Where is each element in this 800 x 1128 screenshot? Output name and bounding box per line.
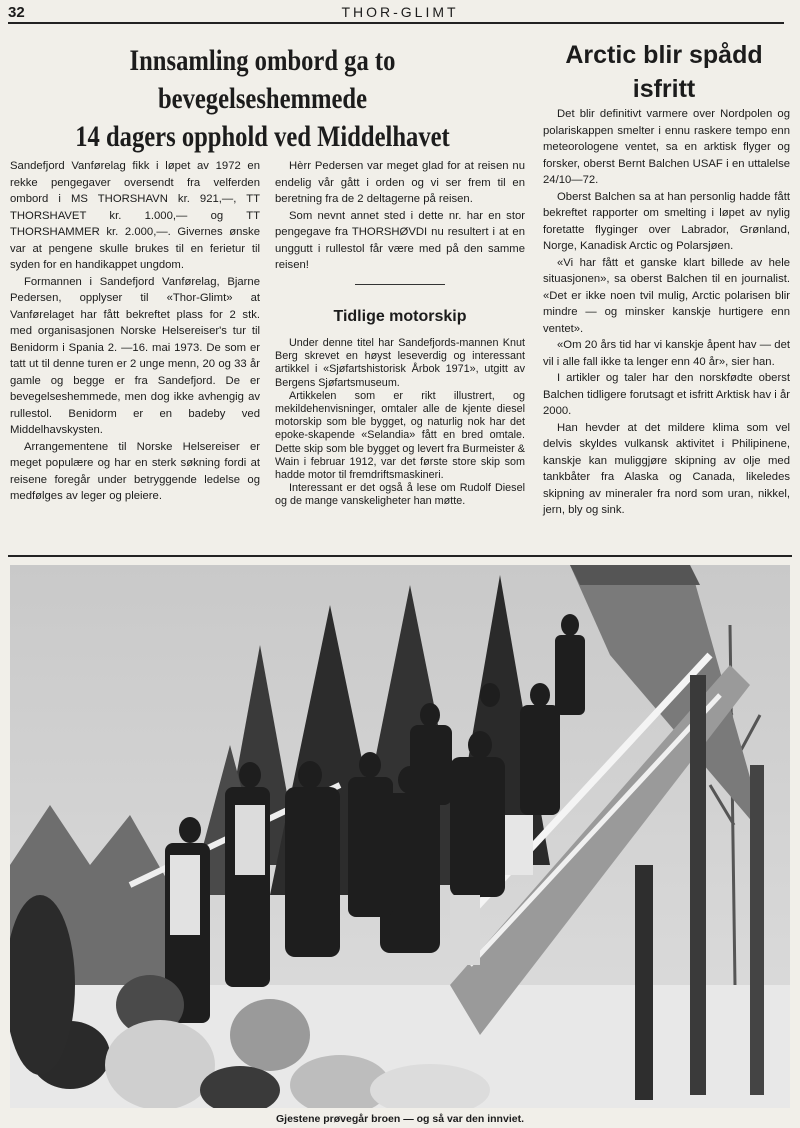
paragraph: Som nevnt annet sted i dette nr. har en stor pengegave fra THORSHØVDI nu resultert i at en unggutt i rullestol får være med på den samme reisen! <box>275 209 525 271</box>
arctic-article-column <box>543 106 790 519</box>
paragraph: I artikler og taler har den norskfødte oberst Balchen tidligere forutsagt et isfritt Arktisk hav i år 2000. <box>543 372 790 417</box>
photo-bridge-inauguration <box>10 565 790 1108</box>
left-article-headline <box>55 42 469 156</box>
paragraph: «Om 20 års tid har vi kanskje åpent hav — det vil i alle fall ikke ta lenger enn 40 år», sier han. <box>543 339 790 368</box>
arctic-article-headline <box>538 38 790 106</box>
paragraph: Det blir definitivt varmere over Nordpolen og polariskappen smelter i ennu raskere tempo enn meteorologene ventet, sa en arktisk flyger og forsker, oberst Bernt Balchen USAF i en uttalelse 24/10—72. <box>543 108 790 186</box>
paragraph: Sandefjord Vanførelag fikk i løpet av 1972 en rekke pengegaver oversendt fra velferden ombord i MS THORSHAVN kr. 921,—, TT THORSHAVET kr. 1.000,— og TT THORSHAMMER kr. 2.000,—. Givernes ønske var at pengene skulle brukes til en ferietur til syden for en handikappet ungdom. <box>10 160 260 271</box>
photo-top-rule <box>8 555 792 557</box>
paragraph: Oberst Balchen sa at han personlig hadde fått bekreftet rapporter om smelting i løpet av nylig foretatte flyginger over Labrador, Grønland, Norge, Kanadisk Arctic og Polarsjøen. <box>543 190 790 252</box>
magazine-title: THOR-GLIMT <box>341 4 459 20</box>
page-number: 32 <box>8 4 25 21</box>
section-divider <box>355 284 445 285</box>
photo-illustration <box>10 565 790 1108</box>
paragraph: Arrangementene til Norske Helsereiser er meget populære og har en sterk søkning fordi at reisene foregår under betryggende ledelse og medfølges av leger og pleiere. <box>10 440 260 502</box>
paragraph: Artikkelen som er rikt illustrert, og mekildehenvisninger, omtaler alle de kjente diesel motorskip som ble bygget, og naturlig nok har det epoke-skapende «Selandia» fått en bred omtale. Dette skip som ble bygget og levert fra Burmeister & Wain i februar 1912, var det første store skip som hadde motor til fremdriftsmaskineri. <box>275 389 525 482</box>
left-article-column-2 <box>275 158 525 509</box>
paragraph: Hèrr Pedersen var meget glad for at reisen nu endelig vår gått i orden og vi ser frem til en beretning fra de 2 deltagerne på reisen. <box>275 160 525 205</box>
photo-caption: Gjestene prøvegår broen — og så var den innviet. <box>276 1113 524 1125</box>
left-article-column-1 <box>10 158 260 505</box>
paragraph: Formannen i Sandefjord Vanførelag, Bjarne Pedersen, opplyser til «Thor-Glimt» at Vanførelaget har fått bekreftet plass for 2 stk. med organisasjonen Norske Helsereiser's tur til Benidorm i Spania 2. —16. mai 1973. De som er tatt ut til denne turen er 2 unge menn, 20 og 33 år gamle og begge er fra Sandefjord. De er bevegelseshemmede, men dog ikke avhengig av rullestol. Benidorm er en badeby ved Middelhavskysten. <box>10 275 260 436</box>
paragraph: Han hevder at det mildere klima som vel delvis skyldes vulkansk aktivitet i Philipinene, kanskje kan muliggjøre skipning av olje med tankbåter fra Alaska og Canada, likeledes skipning av mineraler fra nord som uran, nikkel, jern, bly og sink. <box>543 421 790 516</box>
header-rule <box>8 22 784 24</box>
motorskip-article <box>275 337 525 509</box>
left-headline-line2: 14 dagers opphold ved Middelhavet <box>75 120 450 153</box>
motorskip-headline: Tidlige motorskip <box>333 307 467 325</box>
left-headline-line1: Innsamling ombord ga to bevegelseshemmede <box>129 44 396 115</box>
arctic-headline-line1: Arctic blir spådd <box>565 41 763 69</box>
arctic-headline-line2: isfritt <box>632 75 696 103</box>
paragraph: «Vi har fått et ganske klart billede av hele situasjonen», sa oberst Balchen til en journalist. «Det er ikke noen tvil mulig, Arctic polarisen blir mindre — og minsker kanskje hurtigere enn ventet». <box>543 256 790 335</box>
paragraph: Interessant er det også å lese om Rudolf Diesel og de mange vanskeligheter han møtte. <box>275 482 525 508</box>
paragraph: Under denne titel har Sandefjords-mannen Knut Berg skrevet en høyst leseverdig og interessant artikkel i «Sjøfartshistorisk Årbok 1971», utgitt av Bergens Sjøfartsmuseum. <box>275 337 525 389</box>
